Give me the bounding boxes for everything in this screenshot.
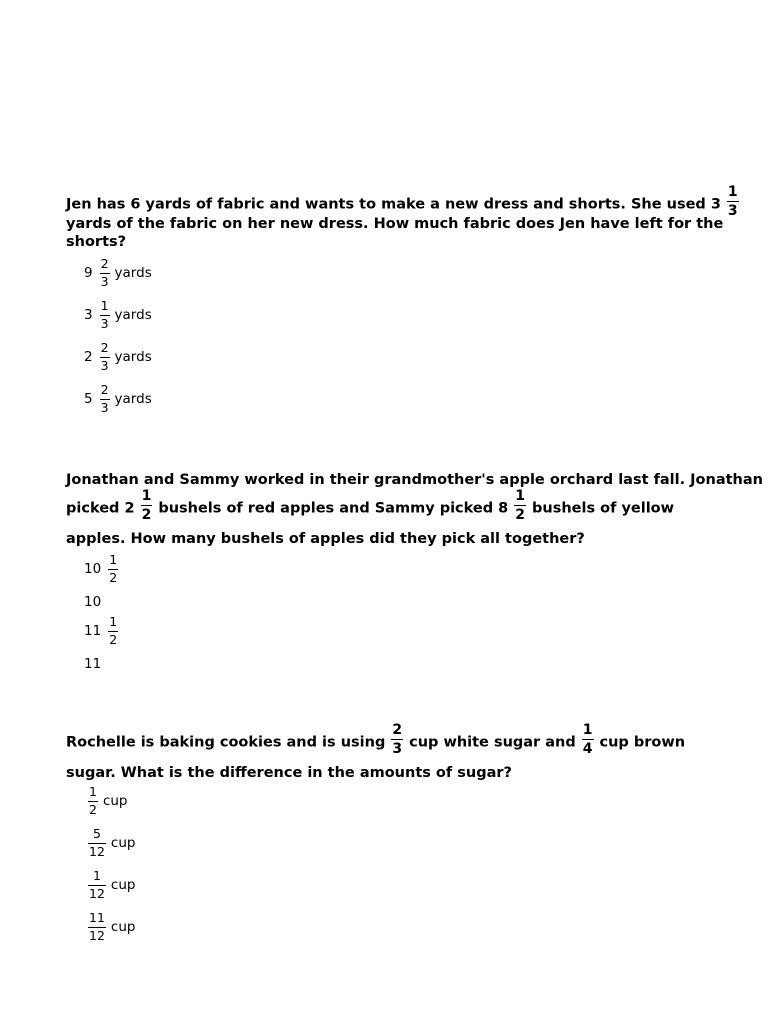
fraction [88, 786, 98, 816]
option-whole-number: 10 [84, 594, 102, 610]
question-3-text: cup white sugar and [409, 734, 576, 751]
question-1-line-2 [66, 216, 723, 232]
question-2-line-3 [66, 531, 585, 547]
fraction-numerator: 1 [109, 552, 118, 567]
fraction [108, 616, 118, 646]
option-whole-number: 11 [84, 656, 102, 672]
answer-option-2b[interactable] [84, 596, 101, 612]
question-1-line-3 [66, 234, 126, 250]
fraction-numerator: 2 [392, 722, 403, 738]
fraction-denominator: 4 [582, 741, 593, 757]
fraction [100, 384, 110, 414]
fraction [514, 489, 526, 522]
option-unit: cup [102, 793, 128, 809]
fraction [88, 870, 106, 900]
question-3-line-2 [66, 765, 512, 781]
fraction-denominator: 12 [89, 843, 105, 859]
fraction [582, 723, 594, 756]
fraction-numerator: 11 [89, 910, 105, 925]
answer-option-2a[interactable] [84, 552, 123, 586]
question-1-text: yards of the fabric on her new dress. How much fabric does Jen have left for the [66, 216, 724, 232]
fraction-numerator: 1 [89, 784, 97, 799]
fraction-denominator: 3 [100, 357, 109, 373]
answer-option-1c[interactable] [84, 340, 152, 374]
question-1-text: Jen has 6 yards of fabric and wants to make a new dress and shorts. She used 3 [66, 196, 721, 213]
option-unit: cup [110, 835, 136, 851]
option-whole-number: 10 [84, 561, 102, 577]
option-whole-number: 11 [84, 623, 102, 639]
answer-option-3a[interactable] [88, 784, 128, 818]
fraction-denominator: 3 [100, 273, 109, 289]
option-unit: yards [114, 391, 152, 407]
answer-option-1d[interactable] [84, 382, 152, 416]
fraction [88, 828, 106, 858]
fraction [100, 258, 110, 288]
fraction [108, 554, 118, 584]
question-2-text: Jonathan and Sammy worked in their grandmother's apple orchard last fall. Jonathan [66, 472, 763, 488]
answer-option-2c[interactable] [84, 614, 123, 648]
fraction [141, 489, 153, 522]
fraction-denominator: 2 [141, 507, 152, 523]
option-unit: yards [114, 349, 152, 365]
option-whole-number: 9 [84, 265, 93, 281]
fraction [88, 912, 106, 942]
fraction-denominator: 2 [109, 569, 118, 585]
question-2-text: bushels of red apples and Sammy picked 8 [158, 500, 509, 517]
fraction-numerator: 5 [92, 826, 101, 841]
answer-option-3c[interactable] [88, 868, 136, 902]
fraction-denominator: 12 [89, 927, 105, 943]
question-2-text: apples. How many bushels of apples did they pick all together? [66, 531, 585, 547]
question-2-text: bushels of yellow [532, 500, 675, 517]
question-2-line-2 [66, 488, 675, 525]
fraction-denominator: 2 [515, 507, 525, 523]
question-3-text: cup brown [599, 734, 686, 751]
answer-option-1b[interactable] [84, 298, 152, 332]
question-3-text: sugar. What is the difference in the amounts of sugar? [66, 765, 512, 781]
question-3-line-1 [66, 722, 686, 759]
fraction-numerator: 2 [100, 340, 109, 355]
question-2-text: picked 2 [66, 500, 135, 517]
option-unit: yards [114, 307, 152, 323]
option-whole-number: 3 [84, 307, 93, 323]
fraction-numerator: 1 [100, 298, 109, 313]
fraction-denominator: 3 [100, 315, 109, 331]
question-3-text: Rochelle is baking cookies and is using [66, 734, 386, 751]
fraction-denominator: 3 [727, 203, 738, 219]
fraction-denominator: 2 [109, 631, 118, 647]
option-unit: yards [114, 265, 152, 281]
fraction-numerator: 1 [515, 488, 525, 504]
fraction-numerator: 1 [582, 722, 593, 738]
question-1-text: shorts? [66, 234, 127, 250]
option-whole-number: 5 [84, 391, 93, 407]
answer-option-1a[interactable] [84, 256, 152, 290]
fraction-numerator: 1 [109, 614, 118, 629]
answer-option-3b[interactable] [88, 826, 136, 860]
fraction [727, 185, 739, 218]
fraction [100, 300, 110, 330]
option-unit: cup [110, 919, 136, 935]
fraction-numerator: 1 [92, 868, 101, 883]
answer-option-3d[interactable] [88, 910, 136, 944]
fraction-denominator: 3 [392, 741, 403, 757]
option-whole-number: 2 [84, 349, 93, 365]
option-unit: cup [110, 877, 136, 893]
answer-option-2d[interactable] [84, 658, 101, 674]
fraction-denominator: 3 [100, 399, 109, 415]
fraction-denominator: 12 [89, 885, 105, 901]
fraction-numerator: 2 [100, 382, 109, 397]
fraction [100, 342, 110, 372]
fraction [391, 723, 403, 756]
fraction-denominator: 2 [89, 801, 97, 817]
question-2-line-1 [66, 472, 763, 488]
fraction-numerator: 1 [141, 488, 152, 504]
fraction-numerator: 2 [100, 256, 109, 271]
fraction-numerator: 1 [727, 184, 738, 200]
